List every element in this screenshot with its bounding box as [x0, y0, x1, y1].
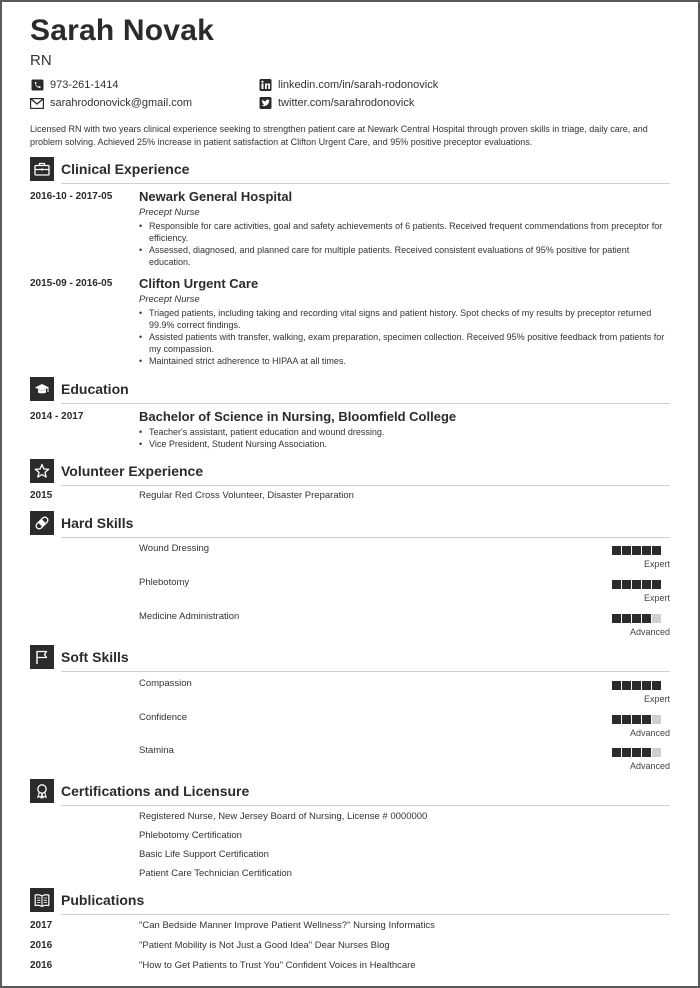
- job-bullets: [139, 220, 669, 268]
- skill-rating-bar: [612, 681, 662, 690]
- contact-linkedin: [258, 79, 438, 91]
- rating-square-filled: [652, 580, 661, 589]
- skill-level: Advanced: [629, 761, 670, 771]
- job-role: Precept Nurse: [139, 207, 200, 218]
- volunteer-year: 2015: [30, 490, 53, 501]
- rating-square-filled: [632, 681, 641, 690]
- section-title: Hard Skills: [61, 515, 134, 531]
- section-publications: [30, 887, 670, 913]
- flag-icon: [30, 645, 54, 669]
- rating-square-filled: [622, 681, 631, 690]
- rating-square-filled: [612, 614, 621, 623]
- resume-page: [10, 10, 690, 978]
- contact-twitter: [258, 97, 414, 109]
- rating-square-empty: [652, 748, 661, 757]
- publication-title: "Can Bedside Manner Improve Patient Wellness?" Nursing Informatics: [139, 920, 435, 931]
- job-dates: 2015-09 - 2016-05: [30, 278, 113, 289]
- skill-name: Wound Dressing: [139, 543, 210, 554]
- rating-square-filled: [652, 546, 661, 555]
- certification-item: Phlebotomy Certification: [139, 830, 242, 841]
- section-title: Soft Skills: [61, 649, 129, 665]
- certification-item: Basic Life Support Certification: [139, 849, 269, 860]
- section-title: Volunteer Experience: [61, 463, 204, 479]
- linkedin-icon: [258, 79, 272, 91]
- section-title: Certifications and Licensure: [61, 783, 250, 799]
- rating-square-filled: [612, 546, 621, 555]
- book-icon: [30, 888, 54, 912]
- section-title: Education: [61, 381, 129, 397]
- skill-level: Expert: [643, 593, 670, 603]
- email-text[interactable]: sarahrodonovick@gmail.com: [50, 97, 193, 109]
- job-bullet: • Maintained strict adherence to HIPAA at all times.: [139, 355, 669, 367]
- rating-square-empty: [652, 614, 661, 623]
- rating-square-filled: [622, 748, 631, 757]
- bandage-icon: [30, 511, 54, 535]
- publication-title: "Patient Mobility is Not Just a Good Idea" Dear Nurses Blog: [139, 940, 390, 951]
- phone-icon: [30, 79, 44, 91]
- job-bullet: • Assessed, diagnosed, and planned care for multiple patients. Received consistent evaluations of 95% positive for patient education.: [139, 244, 669, 268]
- job-role: Precept Nurse: [139, 294, 200, 305]
- education-bullet: • Teacher's assistant, patient education and wound dressing.: [139, 426, 669, 438]
- graduation-cap-icon: [30, 377, 54, 401]
- rating-square-filled: [632, 614, 641, 623]
- publication-year: 2016: [30, 960, 53, 971]
- skill-level: Advanced: [629, 627, 670, 637]
- rating-square-filled: [642, 715, 651, 724]
- skill-name: Confidence: [139, 712, 188, 723]
- job-bullet: • Triaged patients, including taking and recording vital signs and patient history. Spot checks of my results by preceptor returned 99.9% correct findings.: [139, 307, 669, 331]
- section-divider: [61, 183, 670, 184]
- contact-email: [30, 97, 192, 109]
- rating-square-filled: [642, 614, 651, 623]
- rating-square-filled: [622, 614, 631, 623]
- candidate-title: RN: [30, 52, 52, 69]
- skill-rating-bar: [612, 546, 662, 555]
- skill-rating-bar: [612, 715, 662, 724]
- section-volunteer-experience: [30, 458, 670, 484]
- section-divider: [61, 403, 670, 404]
- certification-item: Registered Nurse, New Jersey Board of Nursing, License # 0000000: [139, 811, 428, 822]
- section-divider: [61, 537, 670, 538]
- education-bullet: • Vice President, Student Nursing Association.: [139, 438, 669, 450]
- publication-year: 2016: [30, 940, 53, 951]
- rating-square-filled: [612, 715, 621, 724]
- section-divider: [61, 671, 670, 672]
- rating-square-filled: [622, 580, 631, 589]
- skill-rating-bar: [612, 580, 662, 589]
- award-icon: [30, 779, 54, 803]
- job-bullet: • Responsible for care activities, goal and safety achievements of 6 patients. Received frequent commendations from preceptor for efficiency.: [139, 220, 669, 244]
- skill-level: Expert: [643, 694, 670, 704]
- contact-phone: [30, 79, 119, 91]
- briefcase-icon: [30, 157, 54, 181]
- rating-square-filled: [632, 580, 641, 589]
- linkedin-text[interactable]: linkedin.com/in/sarah-rodonovick: [278, 79, 439, 91]
- education-bullets: [139, 426, 669, 450]
- certification-item: Patient Care Technician Certification: [139, 868, 292, 879]
- section-divider: [61, 914, 670, 915]
- rating-square-filled: [612, 748, 621, 757]
- section-clinical-experience: [30, 156, 670, 182]
- skill-name: Compassion: [139, 678, 192, 689]
- twitter-icon: [258, 97, 272, 109]
- rating-square-filled: [632, 748, 641, 757]
- candidate-name: Sarah Novak: [30, 14, 214, 47]
- section-title: Clinical Experience: [61, 161, 190, 177]
- rating-square-filled: [632, 715, 641, 724]
- skill-name: Medicine Administration: [139, 611, 240, 622]
- rating-square-filled: [632, 546, 641, 555]
- rating-square-filled: [642, 580, 651, 589]
- skill-rating-bar: [612, 748, 662, 757]
- rating-square-empty: [652, 715, 661, 724]
- job-bullets: [139, 307, 669, 367]
- volunteer-text: Regular Red Cross Volunteer, Disaster Preparation: [139, 490, 354, 501]
- rating-square-filled: [642, 546, 651, 555]
- section-divider: [61, 485, 670, 486]
- rating-square-filled: [642, 748, 651, 757]
- section-soft-skills: [30, 644, 670, 670]
- skill-level: Expert: [643, 559, 670, 569]
- job-bullet: • Assisted patients with transfer, walking, exam preparation, specimen collection. Received 95% positive feedback from patients for my compassion.: [139, 331, 669, 355]
- rating-square-filled: [652, 681, 661, 690]
- skill-name: Phlebotomy: [139, 577, 190, 588]
- section-certifications: [30, 778, 670, 804]
- skill-rating-bar: [612, 614, 662, 623]
- publication-year: 2017: [30, 920, 53, 931]
- publication-title: "How to Get Patients to Trust You" Confident Voices in Healthcare: [139, 960, 416, 971]
- education-degree: Bachelor of Science in Nursing, Bloomfield College: [139, 409, 457, 424]
- rating-square-filled: [612, 681, 621, 690]
- job-organization: Clifton Urgent Care: [139, 276, 259, 291]
- skill-level: Advanced: [629, 728, 670, 738]
- rating-square-filled: [642, 681, 651, 690]
- envelope-icon: [30, 97, 44, 109]
- education-dates: 2014 - 2017: [30, 411, 84, 422]
- star-icon: [30, 459, 54, 483]
- rating-square-filled: [622, 546, 631, 555]
- summary-text: Licensed RN with two years clinical experience seeking to strengthen patient care at Newark Central Hospital through proven skills in triage, daily care, and problem solving. Achieved 25% increase in patient satisfaction at Clifton Urgent Care, and 95% positive preceptor evaluations.: [30, 124, 648, 147]
- job-dates: 2016-10 - 2017-05: [30, 191, 113, 202]
- section-divider: [61, 805, 670, 806]
- section-hard-skills: [30, 510, 670, 536]
- section-title: Publications: [61, 892, 145, 908]
- twitter-text[interactable]: twitter.com/sarahrodonovick: [278, 97, 415, 109]
- rating-square-filled: [622, 715, 631, 724]
- job-organization: Newark General Hospital: [139, 189, 293, 204]
- rating-square-filled: [612, 580, 621, 589]
- skill-name: Stamina: [139, 745, 174, 756]
- section-education: [30, 376, 670, 402]
- phone-text: 973-261-1414: [50, 79, 119, 91]
